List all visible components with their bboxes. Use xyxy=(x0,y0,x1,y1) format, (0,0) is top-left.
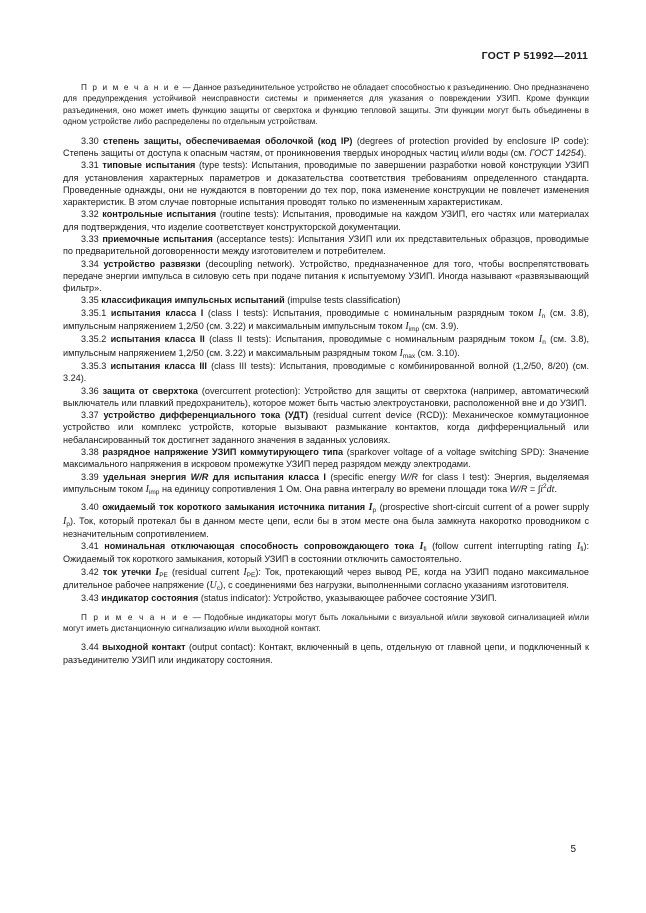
page-header-standard: ГОСТ Р 51992—2011 xyxy=(481,50,588,62)
term: устройство дифференциального тока (УДТ) xyxy=(103,410,309,421)
term: испытания класса III xyxy=(110,360,207,371)
term: испытания класса II xyxy=(110,334,205,345)
energy-formula: $W/R = \int i^2dt$. xyxy=(509,482,557,495)
term: защита от сверхтока xyxy=(102,385,198,396)
clause-3-43: 3.43 индикатор состояния (status indicator): Устройство, указывающее рабочее состояние УЗИП. xyxy=(81,593,497,604)
note-label: П р и м е ч а н и е xyxy=(81,83,181,92)
clause-3-42: 3.42 ток утечки $I_{PE}$ (residual current $I_{PE}$): Ток, протекающий через вывод PE, когда на УЗИП подано максимальное длительное рабочее напряжение $(U_c)$, с соединениями без нагрузки, выполненными согласно указаниям изготовителя. xyxy=(63,566,589,593)
clause-3-30: 3.30 степень защиты, обеспечиваемая оболочкой (код IP) (degrees of protection provided by enclosure IP code): Степень защиты от доступа к опасным частям, от проникновения твердых инородных частиц и/или воды (см. ГОСТ 14254). xyxy=(63,135,590,158)
clause-3-35-2: 3.35.2 испытания класса II (class II tests): Испытания, проводимые с номинальным разрядным током $I_n$ (см. 3.8), импульсным напряжением 1,2/50 (см. 3.22) и максимальным разрядным током $I_{max}$ (см. 3.10). xyxy=(63,334,590,360)
term: номинальная отключающая способность сопровождающего тока xyxy=(104,541,414,552)
term: степень защиты, обеспечиваемая оболочкой (код IP) xyxy=(103,135,353,146)
clause-3-35-1: 3.35.1 испытания класса I (class I tests): Испытания, проводимые с номинальным разрядным током $I_n$ (см. 3.8), импульсным напряжением 1,2/50 (см. 3.22) и максимальным импульсным током $I_{imp}$ (см. 3.9). xyxy=(63,307,590,334)
clause-3-36: 3.36 защита от сверхтока (overcurrent protection): Устройство для защиты от сверхтока (например, автоматический выключатель или плавкий предохранитель), которое может быть частью электроустановки, расположенной вне и до УЗИП. xyxy=(63,385,589,408)
page-content xyxy=(63,82,589,666)
clause-3-38: 3.38 разрядное напряжение УЗИП коммутирующего типа (sparkover voltage of a voltage switching SPD): Значение максимального напряжения в искровом промежутке УЗИП перед разрядом между электродами. xyxy=(63,447,589,470)
note-label: П р и м е ч а н и е xyxy=(81,612,190,622)
clause-3-40: 3.40 ожидаемый ток короткого замыкания источника питания $I_p$ (prospective short-circuit current of a power supply $I_p$). Ток, который протекал бы в данном месте цепи, если бы в этом месте она была замкнута накоротко проводником с незначительным сопротивлением. xyxy=(63,502,589,539)
note-text: — Данное разъединительное устройство не обладает способностью к разъединению. Оно предназначено для предупреждения устойчивой неисправности системы и применяется для указания о повреждении УЗИП. Кроме функции разъединения, оно может иметь функцию защиты от сверхтока и функцию тепловой защиты. Эти функции могут быть объединены в одном устройстве либо распределены по отдельным устройствам. xyxy=(63,83,589,127)
clause-3-33: 3.33 приемочные испытания (acceptance tests): Испытания УЗИП или их представительных образцов, проводимые по предварительной договоренности между изготовителем и потребителем. xyxy=(63,234,589,257)
term: удельная энергия xyxy=(103,471,187,482)
term: индикатор состояния xyxy=(101,593,199,604)
term: испытания класса I xyxy=(110,307,204,318)
term: приемочные испытания xyxy=(102,234,213,244)
clause-3-44: 3.44 выходной контакт (output contact): Контакт, включенный в цепь, отдельную от главной цепи, и подключенный к разъединителю УЗИП или индикатору состояния. xyxy=(63,642,589,665)
note-1 xyxy=(63,82,589,128)
term: разрядное напряжение УЗИП коммутирующего типа xyxy=(102,447,344,458)
page-number: 5 xyxy=(570,844,576,855)
clause-3-35: 3.35 классификация импульсных испытаний (impulse tests classification) xyxy=(81,295,401,306)
clause-3-31: 3.31 типовые испытания (type tests): Испытания, проводимые по завершении разработки новой конструкции УЗИП для установления характерных параметров и доказательства соответствия требованиям определенного стандарта. Проведенные однажды, они не нуждаются в повторении до тех пор, пока изменение конструкции не повлечет изменения характеристик. В этом случае повторные испытания проводят только по измененным характеристикам. xyxy=(63,160,590,208)
clause-3-41: 3.41 номинальная отключающая способность сопровождающего тока $I_{fi}$ (follow current interrupting rating $I_{fi}$): Ожидаемый ток короткого замыкания, который УЗИП в состоянии отключить самостоятельно. xyxy=(63,541,590,565)
standard-reference: ГОСТ 14254 xyxy=(529,147,581,158)
term: классификация импульсных испытаний xyxy=(101,295,285,306)
term: выходной контакт xyxy=(102,642,186,653)
clause-3-32: 3.32 контрольные испытания (routine tests): Испытания, проводимые на каждом УЗИП, его частях или материалах для подтверждения, что изделие соответствует конструкторской документации. xyxy=(63,209,589,232)
term: контрольные испытания xyxy=(102,209,217,220)
term: устройство развязки xyxy=(103,258,201,269)
clause-3-35-3: 3.35.3 испытания класса III (class III tests): Испытания, проводимые с комбинированной волной (1,2/50, 8/20) (см. 3.24). xyxy=(63,360,589,384)
note-2 xyxy=(63,612,589,635)
term: типовые испытания xyxy=(102,160,196,171)
clause-3-37: 3.37 устройство дифференциального тока (УДТ) (residual current device (RCD)): Механическое коммутационное устройство или комплекс устройств, которые вызывают размыкание контактов, когда дифференциальный или небалансированный ток достигнет заданного значения в заданных условиях. xyxy=(63,410,589,445)
term: ток утечки xyxy=(102,566,152,577)
note-text: — Подобные индикаторы могут быть локальными с визуальной и/или звуковой сигнализацией и/или могут иметь дистанционную сигнализацию и/или выходной контакт. xyxy=(63,612,589,634)
clause-3-39: 3.39 удельная энергия W/R для испытания класса I (specific energy W/R for class I test): Энергия, выделяемая импульсным током $I_{imp}$ на единицу сопротивления 1 Ом. Она равна интегралу во времени площади тока $W/R = \int i^2dt$. xyxy=(63,471,589,496)
term: ожидаемый ток короткого замыкания источника питания xyxy=(102,502,366,513)
clause-3-34: 3.34 устройство развязки (decoupling network). Устройство, предназначенное для того, чтобы воспрепятствовать передаче энергии импульса в силовую сеть при подаче питания к испытуемому УЗИП. Иногда называют «развязывающий фильтр». xyxy=(63,258,590,294)
